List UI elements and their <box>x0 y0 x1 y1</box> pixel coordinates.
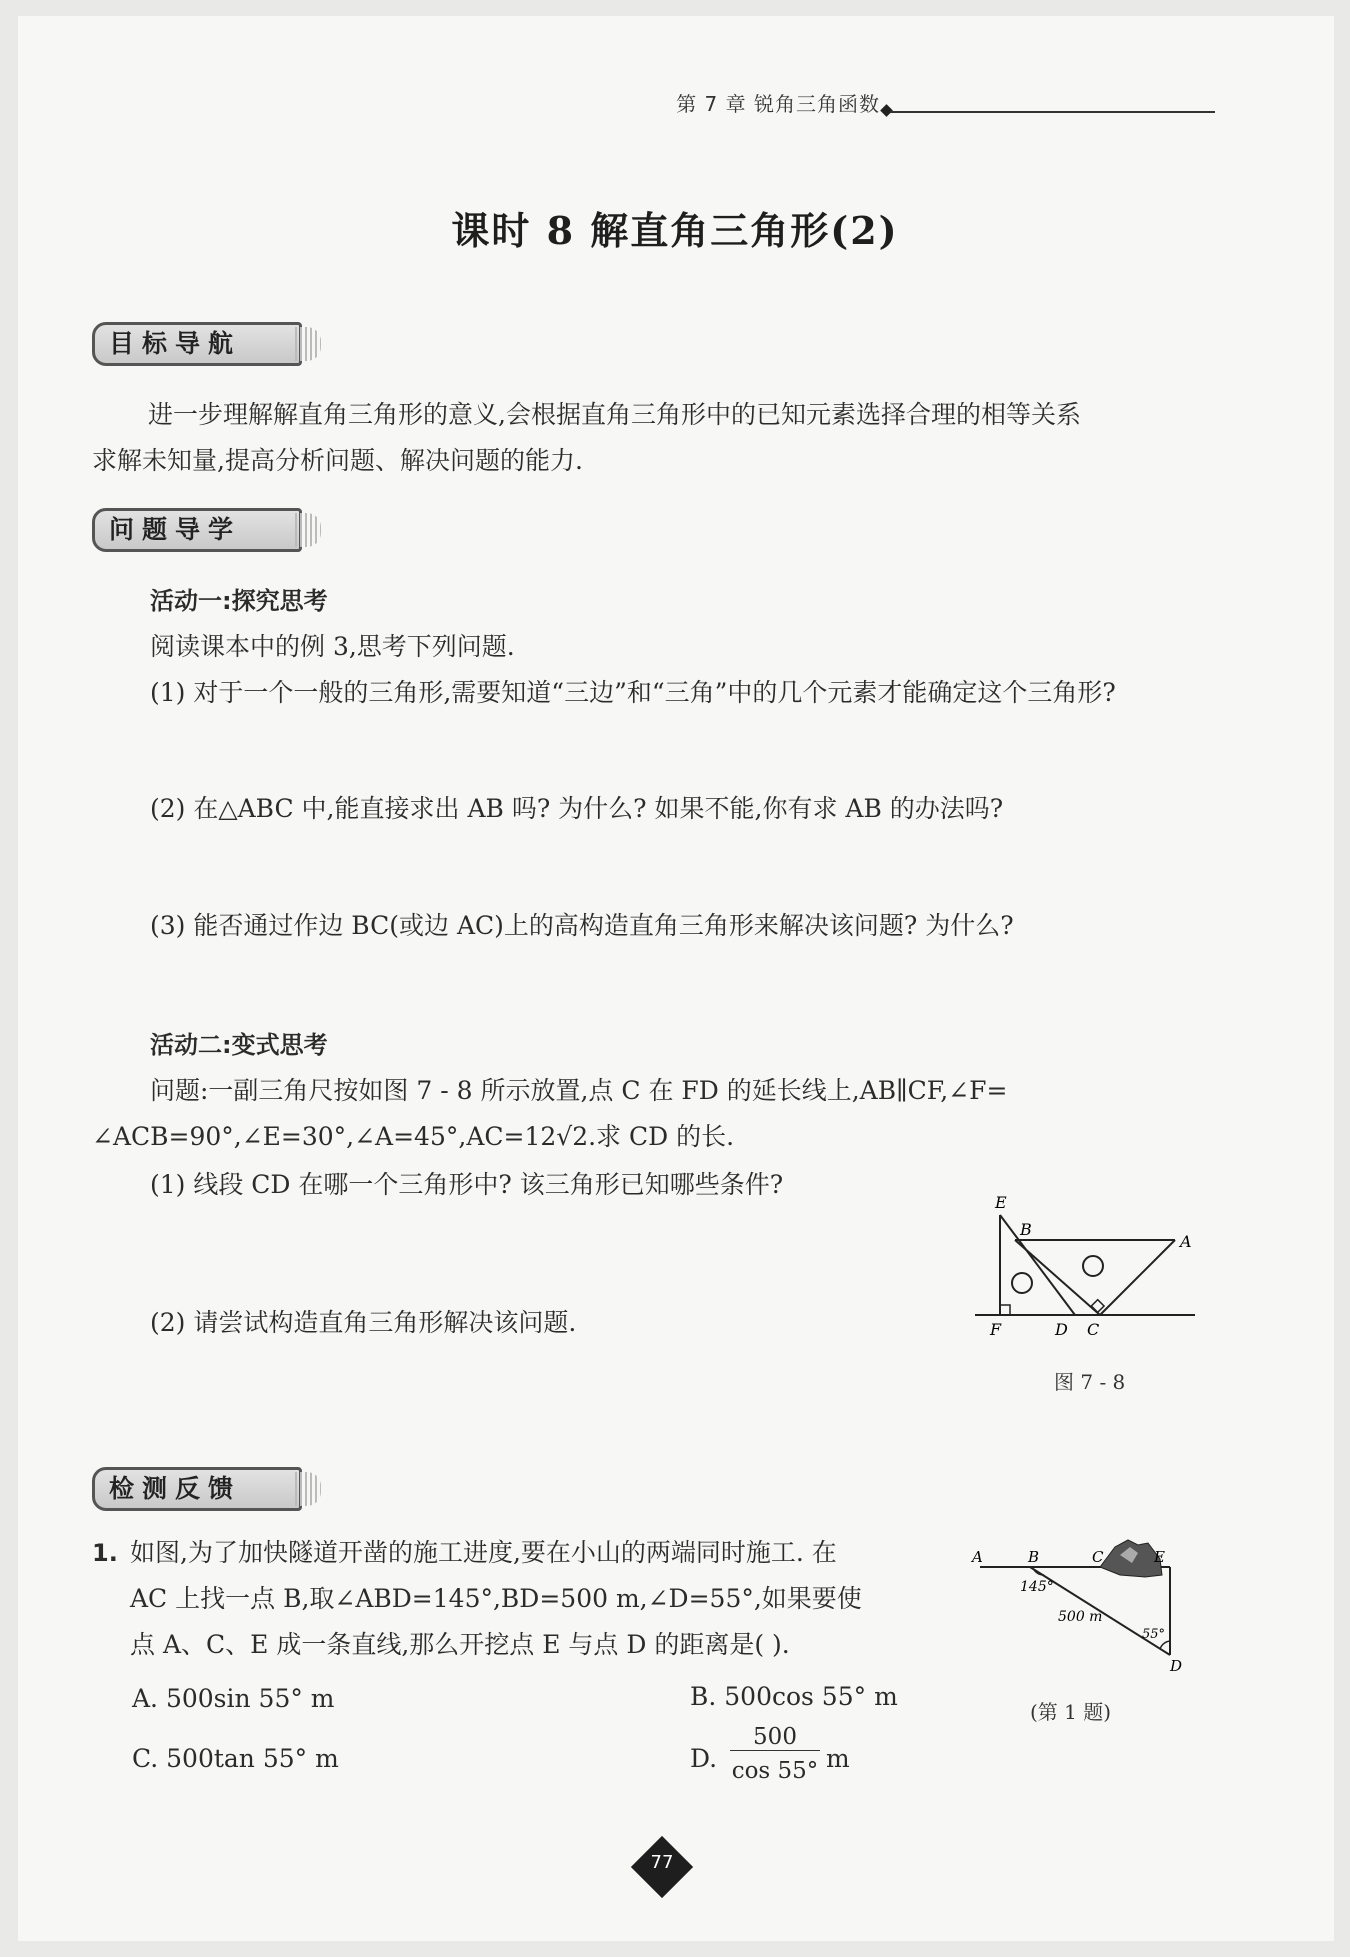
activity1-question2: (2) 在△ABC 中,能直接求出 AB 吗? 为什么? 如果不能,你有求 AB 的办法吗? <box>150 794 1004 823</box>
figure-7-8 <box>975 1180 1210 1340</box>
header-rule <box>890 111 1215 113</box>
feedback-q1-option-d-numerator: 500 <box>730 1724 820 1751</box>
activity2-problem-line2: ∠ACB=90°,∠E=30°,∠A=45°,AC=12√2.求 CD 的长. <box>92 1122 735 1151</box>
page-number: 77 <box>650 1852 674 1873</box>
activity2-question2: (2) 请尝试构造直角三角形解决该问题. <box>150 1308 577 1337</box>
fig78-label-F: F <box>990 1320 1002 1339</box>
feedback-q1-line3: 点 A、C、E 成一条直线,那么开挖点 E 与点 D 的距离是( ). <box>130 1630 790 1659</box>
activity1-heading: 活动一:探究思考 <box>150 587 328 615</box>
figure-question-1 <box>970 1535 1200 1675</box>
fig1-angle-55: 55° <box>1142 1627 1166 1642</box>
section-badge-feedback: 检测反馈 <box>92 1467 302 1511</box>
fig78-label-C: C <box>1087 1320 1100 1339</box>
feedback-q1-option-b: B. 500cos 55° m <box>690 1682 898 1711</box>
activity2-heading: 活动二:变式思考 <box>150 1031 328 1059</box>
figure-question-1-caption: (第 1 题) <box>1030 1700 1112 1724</box>
feedback-q1-option-d-label: D. <box>690 1744 718 1773</box>
goals-text-line1: 进一步理解解直角三角形的意义,会根据直角三角形中的已知元素选择合理的相等关系 <box>148 400 1081 429</box>
feedback-q1-option-c: C. 500tan 55° m <box>132 1744 339 1773</box>
activity2-problem-line1: 问题:一副三角尺按如图 7 - 8 所示放置,点 C 在 FD 的延长线上,AB∥CF,∠F= <box>150 1076 1008 1105</box>
fig1-label-E: E <box>1154 1548 1165 1566</box>
section-badge-problems: 问题导学 <box>92 508 302 552</box>
goals-text-line2: 求解未知量,提高分析问题、解决问题的能力. <box>92 446 583 475</box>
feedback-q1-option-d-unit: m <box>826 1744 850 1773</box>
feedback-q1-line1: 如图,为了加快隧道开凿的施工进度,要在小山的两端同时施工. 在 <box>130 1538 837 1567</box>
fig78-label-D: D <box>1055 1320 1068 1339</box>
activity1-intro: 阅读课本中的例 3,思考下列问题. <box>150 632 515 661</box>
fig1-length-500m: 500 m <box>1058 1609 1103 1625</box>
section-badge-goals: 目标导航 <box>92 322 302 366</box>
feedback-q1-line2: AC 上找一点 B,取∠ABD=145°,BD=500 m,∠D=55°,如果要使 <box>130 1584 862 1613</box>
feedback-q1-number: 1. <box>92 1539 118 1567</box>
fig1-label-D: D <box>1170 1657 1183 1675</box>
chapter-header: 第 7 章 锐角三角函数 <box>676 92 880 116</box>
activity1-question1: (1) 对于一个一般的三角形,需要知道“三边”和“三角”中的几个元素才能确定这个三角形? <box>150 678 1116 707</box>
feedback-q1-option-d-denominator: cos 55° <box>731 1758 819 1784</box>
figure-7-8-caption: 图 7 - 8 <box>1054 1370 1126 1394</box>
fig78-label-B: B <box>1020 1220 1032 1239</box>
fig1-angle-145: 145° <box>1020 1579 1054 1595</box>
fig78-label-E: E <box>995 1193 1007 1212</box>
feedback-q1-option-a: A. 500sin 55° m <box>132 1684 335 1713</box>
fig78-label-A: A <box>1180 1232 1192 1251</box>
activity1-question3: (3) 能否通过作边 BC(或边 AC)上的高构造直角三角形来解决该问题? 为什么? <box>150 911 1014 940</box>
activity2-question1: (1) 线段 CD 在哪一个三角形中? 该三角形已知哪些条件? <box>150 1170 784 1199</box>
lesson-title: 课时 8 解直角三角形(2) <box>451 208 899 253</box>
fig1-label-C: C <box>1092 1548 1104 1566</box>
fig1-label-A: A <box>972 1548 983 1566</box>
fig1-label-B: B <box>1028 1548 1040 1566</box>
